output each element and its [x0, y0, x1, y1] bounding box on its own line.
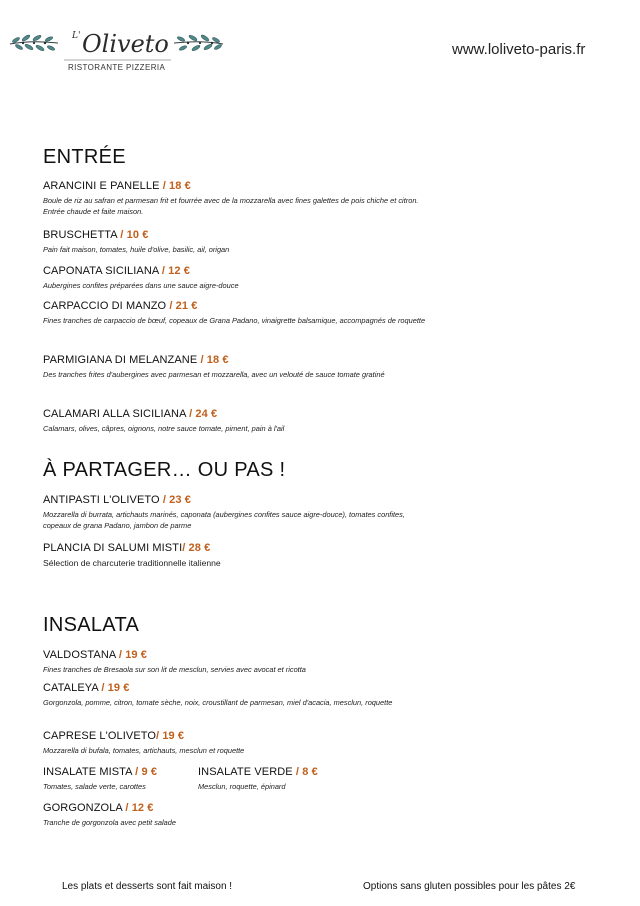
- restaurant-logo: [6, 26, 226, 74]
- item-price: / 21 €: [169, 300, 198, 312]
- logo-name: Oliveto: [82, 30, 169, 58]
- item-description: Pain fait maison, tomates, huile d'olive, basilic, ail, origan: [43, 245, 230, 254]
- logo-prefix: L': [72, 31, 81, 41]
- item-description: Fines tranches de Bresaola sur son lit de mesclun, servies avec avocat et ricotta: [43, 665, 306, 674]
- item-description: Tomates, salade verte, carottes: [43, 782, 146, 791]
- section-title-insalata: INSALATA: [43, 614, 140, 636]
- item-description: Tranche de gorgonzola avec petit salade: [43, 818, 176, 827]
- item-name: PARMIGIANA DI MELANZANE: [43, 354, 198, 366]
- item-price: / 18 €: [200, 354, 229, 366]
- item-price: / 9 €: [135, 766, 158, 778]
- menu-item: [43, 730, 433, 756]
- item-price: / 28 €: [182, 542, 211, 554]
- menu-item: [43, 766, 193, 792]
- item-name: BRUSCHETTA: [43, 229, 118, 241]
- website-url[interactable]: www.loliveto-paris.fr: [452, 41, 586, 58]
- item-price: / 19 €: [101, 682, 130, 694]
- menu-item: [43, 265, 433, 291]
- footer-homemade-note: Les plats et desserts sont fait maison !: [62, 881, 233, 892]
- menu-item: [43, 408, 433, 434]
- footer-gluten-note: Options sans gluten possibles pour les pâtes 2€: [363, 881, 576, 892]
- item-description: Fines tranches de carpaccio de bœuf, copeaux de Grana Padano, vinaigrette balsamique, accompagnés de roquette: [43, 316, 426, 325]
- item-description: Des tranches frites d'aubergines avec parmesan et mozzarella, avec un velouté de sauce tomate gratiné: [43, 370, 385, 379]
- item-description: Gorgonzola, pomme, citron, tomate sèche, noix, croustillant de parmesan, miel d'acacia, mesclun, roquette: [43, 698, 393, 707]
- item-name: ANTIPASTI L'OLIVETO: [43, 494, 160, 506]
- item-price: / 18 €: [162, 180, 191, 192]
- item-description: Boule de riz au safran et parmesan frit et fourrée avec de la mozzarella avec fines galettes de pois chiche et citron. Entrée chaude et faite maison.: [43, 196, 419, 216]
- item-description: Sélection de charcuterie traditionnelle italienne: [43, 558, 221, 568]
- item-name: CALAMARI ALLA SICILIANA: [43, 408, 186, 420]
- menu-item: [43, 229, 433, 255]
- item-price: / 10 €: [120, 229, 149, 241]
- olive-branch-logo-graphic: [6, 26, 226, 74]
- item-name: CARPACCIO DI MANZO: [43, 300, 167, 312]
- item-price: / 19 €: [118, 649, 148, 661]
- menu-item: [43, 802, 433, 828]
- item-price: / 24 €: [189, 408, 218, 420]
- section-title-entree: ENTRÉE: [43, 146, 126, 168]
- item-name: INSALATE VERDE: [198, 766, 293, 778]
- item-name: INSALATE MISTA: [43, 766, 133, 778]
- logo-subtitle: RISTORANTE PIZZERIA: [68, 63, 166, 72]
- menu-item: [43, 649, 433, 675]
- item-price: / 12 €: [125, 802, 154, 814]
- menu-item: [43, 542, 433, 569]
- item-name: CAPRESE L'OLIVETO: [43, 730, 157, 742]
- item-name: VALDOSTANA: [43, 649, 116, 661]
- item-name: GORGONZOLA: [43, 802, 123, 814]
- item-name: PLANCIA DI SALUMI MISTI: [43, 542, 183, 554]
- item-price: / 8 €: [295, 766, 318, 778]
- menu-item: [43, 494, 433, 531]
- item-name: CATALEYA: [43, 682, 99, 694]
- item-description: Calamars, olives, câpres, oignons, notre sauce tomate, piment, pain à l'ail: [43, 424, 285, 433]
- menu-item: [43, 180, 433, 217]
- item-description: Mozzarella di burrata, artichauts marinés, caponata (aubergines confites sauce aigre-douce), tomates confites, copeaux de grana Padano, jambon de parme: [43, 510, 405, 530]
- menu-item: [43, 682, 433, 708]
- section-title-partager: À PARTAGER… OU PAS !: [43, 459, 286, 481]
- menu-item: [198, 766, 398, 792]
- menu-item: [43, 300, 433, 326]
- item-price: / 19 €: [156, 730, 185, 742]
- item-price: / 23 €: [162, 494, 191, 506]
- item-description: Mozzarella di bufala, tomates, artichauts, mesclun et roquette: [43, 746, 245, 755]
- item-name: CAPONATA SICILIANA: [43, 265, 159, 277]
- item-description: Aubergines confites préparées dans une sauce aigre-douce: [43, 281, 239, 290]
- item-price: / 12 €: [161, 265, 190, 277]
- menu-item: [43, 354, 433, 380]
- item-description: Mesclun, roquette, épinard: [198, 782, 286, 791]
- item-name: ARANCINI E PANELLE: [43, 180, 160, 192]
